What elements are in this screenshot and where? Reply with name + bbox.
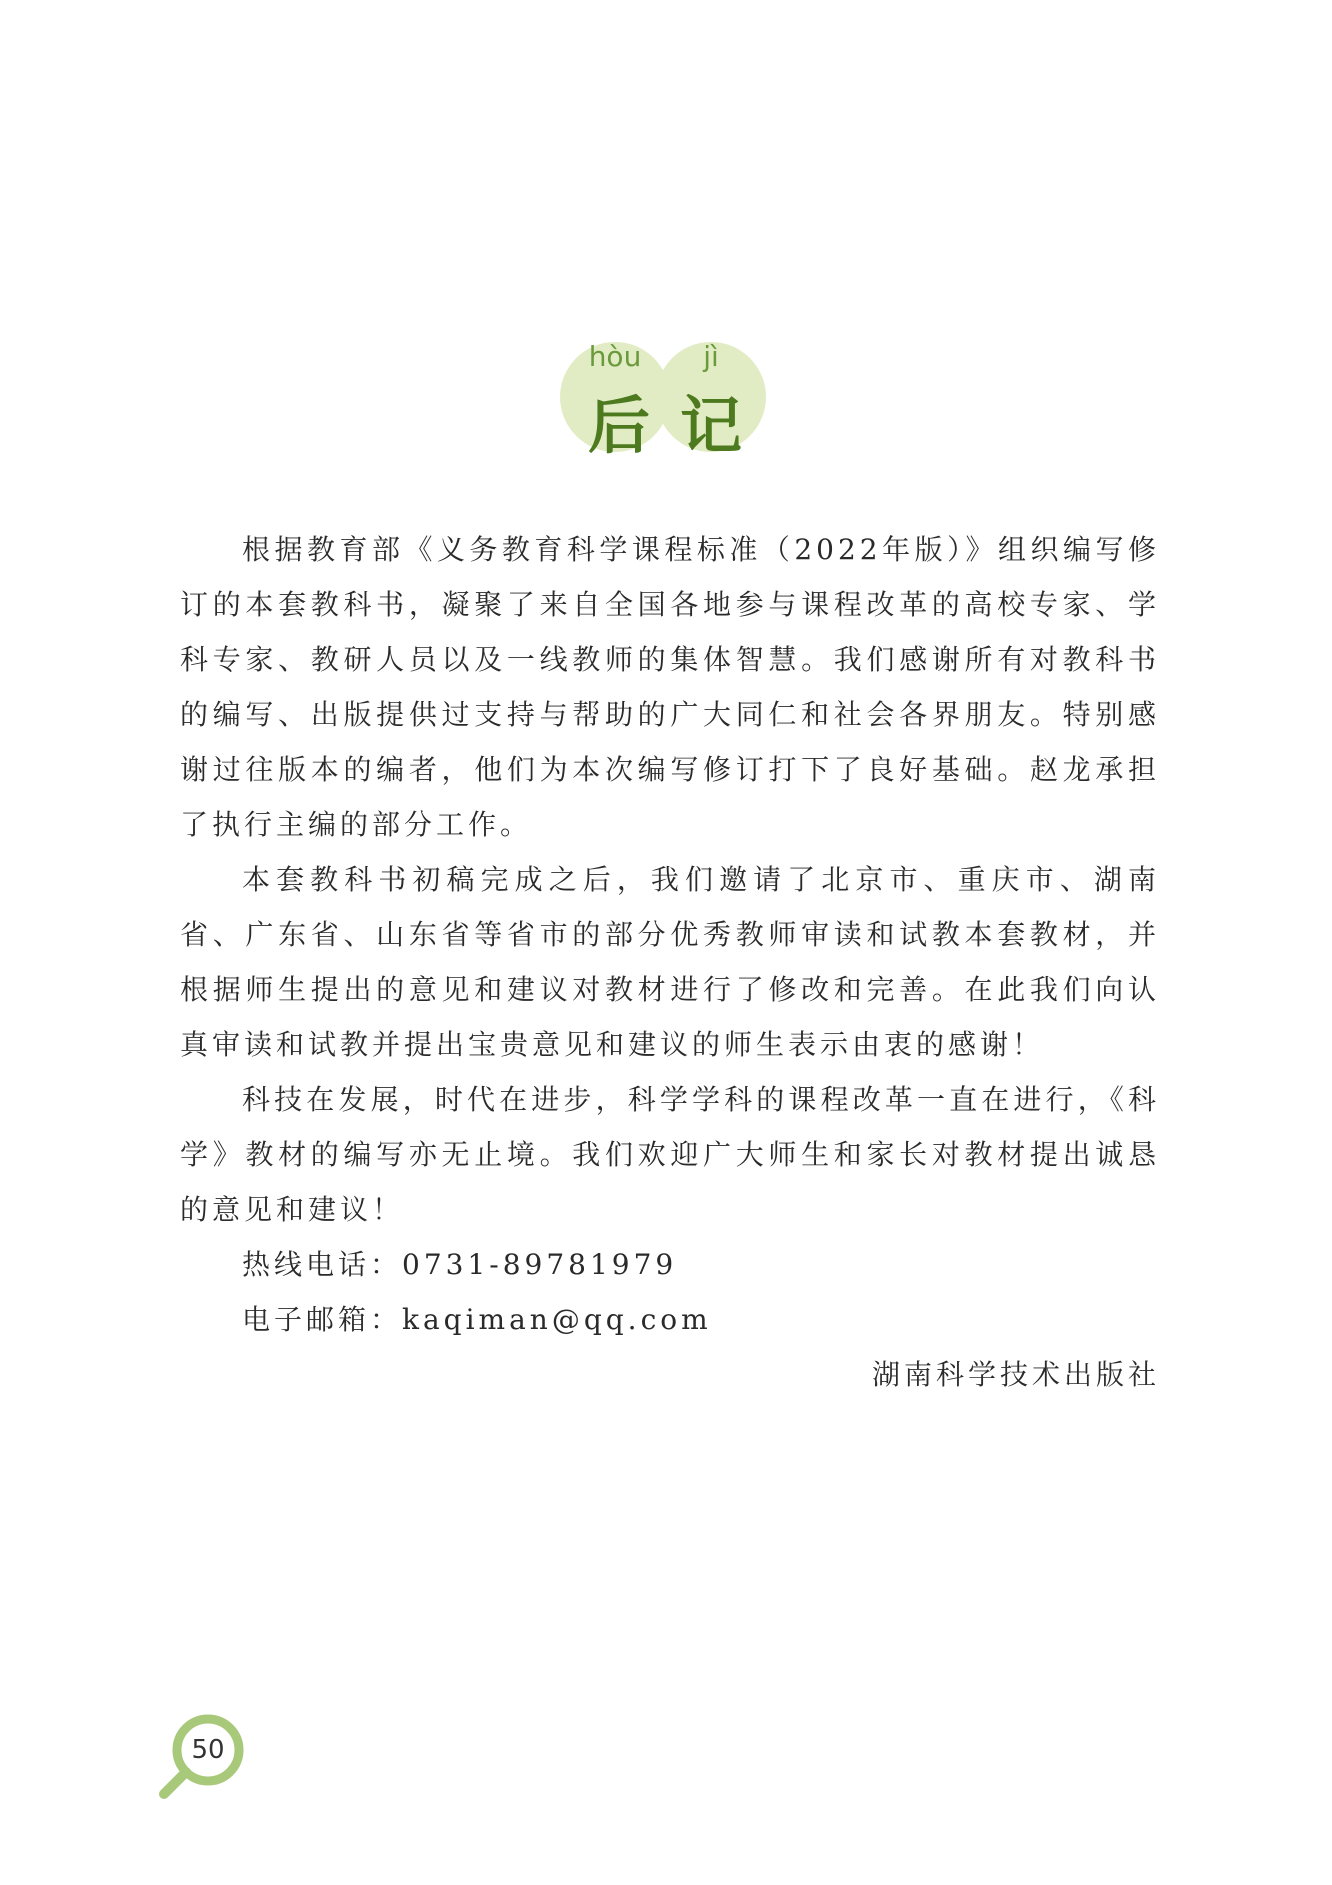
- hotline: 热线电话：0731-89781979: [242, 1248, 678, 1281]
- publisher: 湖南科学技术出版社: [871, 1358, 1160, 1391]
- page-number-badge: [158, 1708, 258, 1808]
- title-pinyin-2: jì: [703, 340, 719, 373]
- afterword-body: [180, 522, 1160, 1402]
- page-title: [560, 340, 780, 470]
- title-char-1: 后: [587, 389, 650, 462]
- paragraph-3: 科技在发展，时代在进步，科学学科的课程改革一直在进行，《科学》教材的编写亦无止境。我们欢迎广大师生和家长对教材提出诚恳的意见和建议！: [180, 1083, 1160, 1226]
- title-char-2: 记: [679, 389, 742, 462]
- email: 电子邮箱：kaqiman@qq.com: [242, 1303, 712, 1336]
- page-number: 50: [191, 1735, 225, 1765]
- paragraph-1: 根据教育部《义务教育科学课程标准（2022年版）》组织编写修订的本套教科书，凝聚了来自全国各地参与课程改革的高校专家、学科专家、教研人员以及一线教师的集体智慧。我们感谢所有对教科书的编写、出版提供过支持与帮助的广大同仁和社会各界朋友。特别感谢过往版本的编者，他们为本次编写修订打下了良好基础。赵龙承担了执行主编的部分工作。: [180, 533, 1160, 841]
- paragraph-2: 本套教科书初稿完成之后，我们邀请了北京市、重庆市、湖南省、广东省、山东省等省市的部分优秀教师审读和试教本套教材，并根据师生提出的意见和建议对教材进行了修改和完善。在此我们向认真审读和试教并提出宝贵意见和建议的师生表示由衷的感谢！: [180, 863, 1160, 1061]
- title-pinyin-1: hòu: [588, 340, 642, 373]
